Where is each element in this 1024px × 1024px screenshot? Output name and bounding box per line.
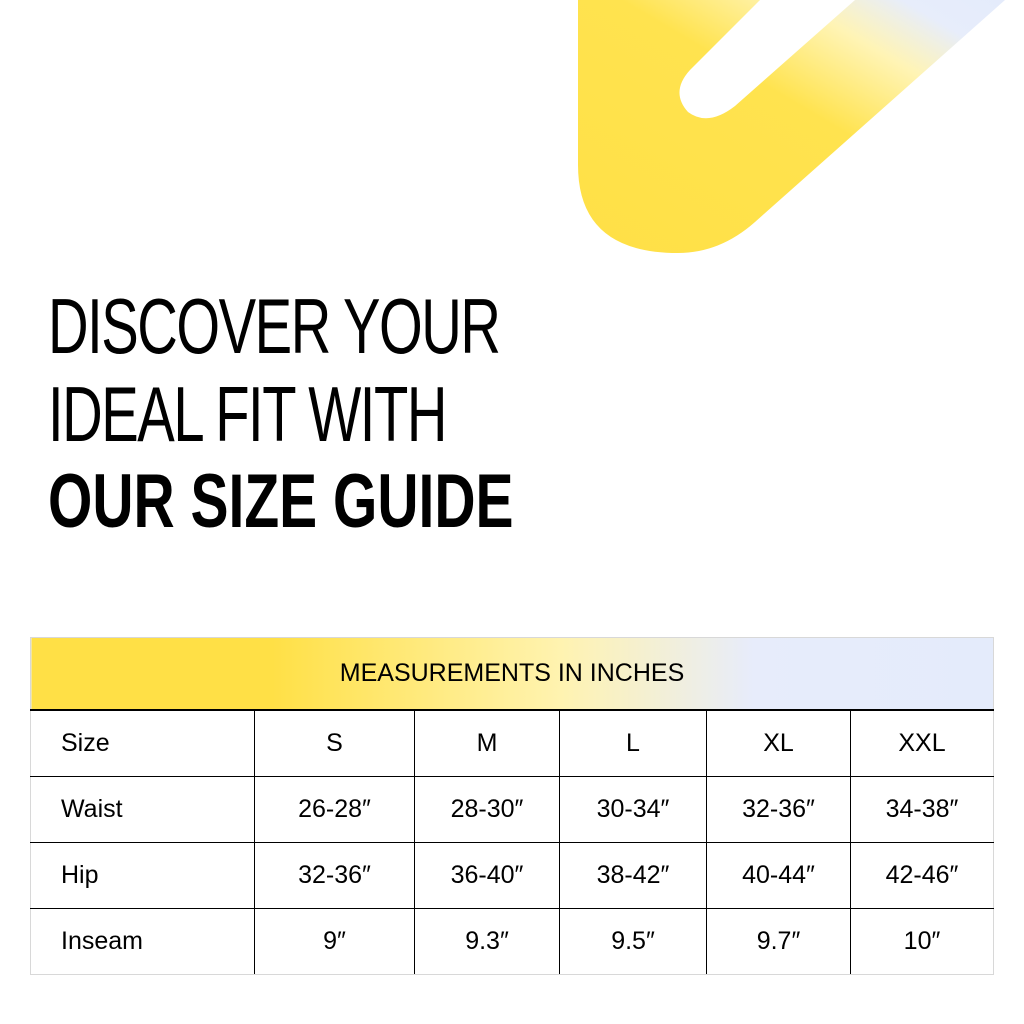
- headline-line-3: OUR SIZE GUIDE: [48, 459, 514, 544]
- headline-line-2: IDEAL FIT WITH: [48, 370, 446, 458]
- table-cell: 36-40″: [415, 843, 560, 909]
- table-cell: 40-44″: [707, 843, 851, 909]
- table-cell: 9″: [255, 909, 415, 975]
- header-cell-xxl: XXL: [851, 710, 994, 777]
- table-row-hip: [31, 843, 994, 909]
- table-header-row: [31, 710, 994, 777]
- header-cell-l: L: [560, 710, 707, 777]
- header-cell-xl: XL: [707, 710, 851, 777]
- row-label-inseam: Inseam: [31, 909, 255, 975]
- table-row-waist: [31, 777, 994, 843]
- size-chart-table: [30, 637, 994, 975]
- table-cell: 32-36″: [707, 777, 851, 843]
- table-cell: 42-46″: [851, 843, 994, 909]
- table-row-inseam: [31, 909, 994, 975]
- table-cell: 32-36″: [255, 843, 415, 909]
- header-cell-m: M: [415, 710, 560, 777]
- table-cell: 30-34″: [560, 777, 707, 843]
- table-cell: 9.3″: [415, 909, 560, 975]
- row-label-waist: Waist: [31, 777, 255, 843]
- row-label-hip: Hip: [31, 843, 255, 909]
- header-cell-s: S: [255, 710, 415, 777]
- header-cell-size: Size: [31, 710, 255, 777]
- headline-line-1: DISCOVER YOUR: [48, 282, 500, 370]
- headline: [48, 282, 675, 546]
- table-cell: 34-38″: [851, 777, 994, 843]
- table-cell: 10″: [851, 909, 994, 975]
- table-banner-row: [31, 638, 994, 711]
- table-cell: 26-28″: [255, 777, 415, 843]
- measurements-banner: MEASUREMENTS IN INCHES: [31, 638, 994, 711]
- table-cell: 9.7″: [707, 909, 851, 975]
- table-cell: 38-42″: [560, 843, 707, 909]
- table-cell: 28-30″: [415, 777, 560, 843]
- table-cell: 9.5″: [560, 909, 707, 975]
